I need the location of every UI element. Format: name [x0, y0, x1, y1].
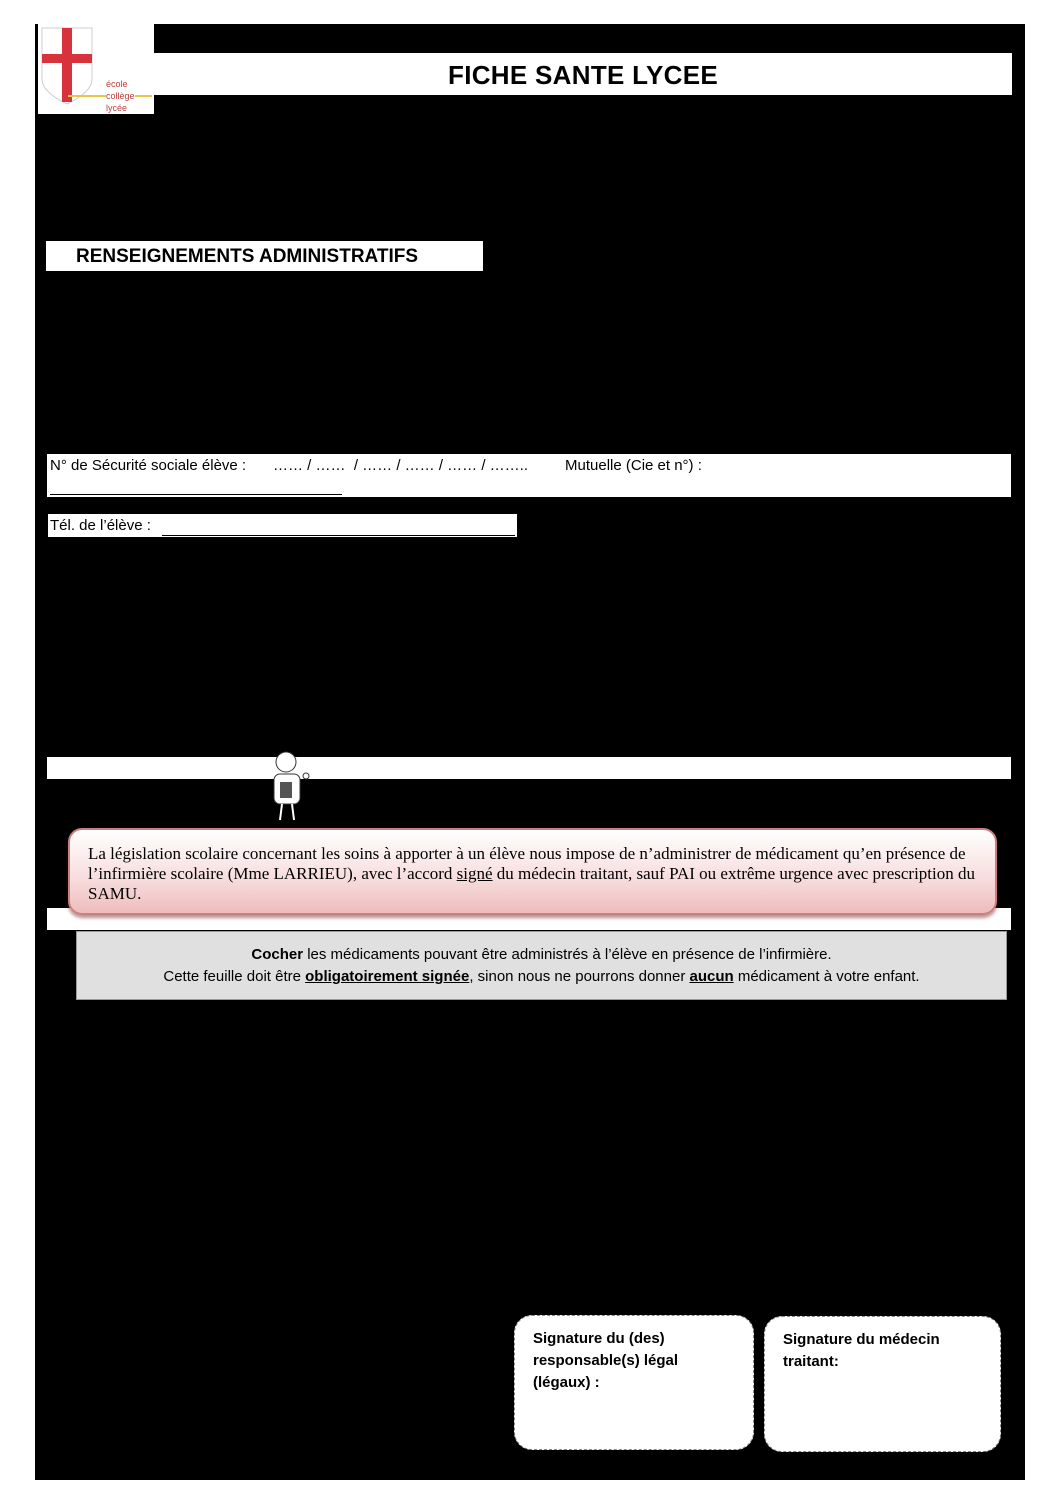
secu-number-field[interactable]: …… / …… / …… / …… / …… / ……..: [273, 457, 529, 474]
logo-text-college: collège: [106, 91, 135, 101]
logo-text-ecole: école: [106, 79, 128, 89]
mutuelle-field-line[interactable]: [50, 494, 342, 495]
school-logo: [38, 24, 154, 114]
parent-signature-label: Signature du (des) responsable(s) légal (légaux) :: [533, 1330, 679, 1391]
aucun-emphasis: aucun: [689, 968, 734, 985]
signed-emphasis: obligatoirement signée: [305, 968, 470, 985]
tel-label: Tél. de l’élève :: [50, 517, 151, 534]
section-strip: [47, 757, 1011, 779]
instructions-line-1: [77, 944, 1006, 966]
instructions-text: , sinon nous ne pourrons donner: [469, 968, 690, 985]
crest-icon: [38, 24, 154, 114]
notice-signe-emphasis: signé: [456, 864, 493, 883]
secu-row: [47, 454, 1011, 497]
secu-label: N° de Sécurité sociale élève :: [50, 457, 247, 474]
tel-row: [48, 514, 517, 537]
instructions-text: Cette feuille doit être: [163, 968, 306, 985]
notice-text-end: du médecin traitant, sauf PAI ou extrême urgence avec prescription du SAMU.: [88, 864, 975, 903]
tel-field-line[interactable]: [162, 535, 515, 536]
cocher-emphasis: Cocher: [251, 946, 304, 963]
instructions-text: médicament à votre enfant.: [733, 968, 920, 985]
nurse-illustration-icon: [262, 750, 314, 822]
instructions-box: [76, 931, 1007, 1000]
legislation-notice: [68, 828, 997, 915]
logo-text-lycee: lycée: [106, 103, 128, 113]
doctor-signature-box[interactable]: [764, 1316, 1001, 1452]
mutuelle-label: Mutuelle (Cie et n°) :: [565, 457, 702, 474]
page-title: FICHE SANTE LYCEE: [154, 53, 1012, 95]
notice-text: La législation scolaire concernant les soins à apporter à un élève nous impose de n’administrer de médicament qu’en présence de l’infirmière scolaire (Mme LARRIEU), avec l’accord: [88, 844, 966, 883]
parent-signature-box[interactable]: [514, 1315, 754, 1450]
doctor-signature-label: Signature du médecin traitant:: [783, 1331, 940, 1370]
section-heading-admin: RENSEIGNEMENTS ADMINISTRATIFS: [46, 241, 483, 271]
instructions-text: les médicaments pouvant être administrés à l’élève en présence de l’infirmière.: [303, 946, 832, 963]
instructions-line-2: [77, 966, 1006, 988]
